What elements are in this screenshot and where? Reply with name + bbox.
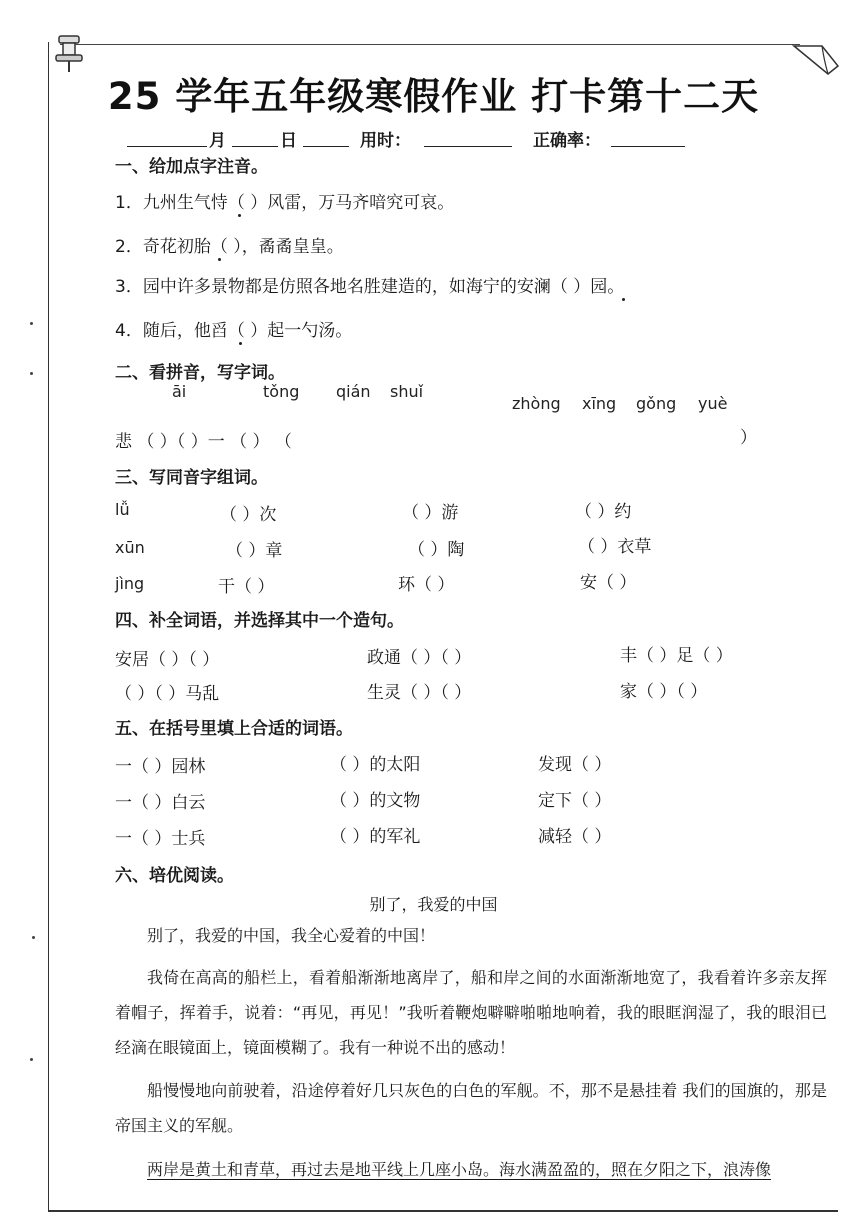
s5-phrase[interactable]: 减轻（ ） bbox=[538, 827, 612, 847]
emphasis-dot bbox=[622, 298, 625, 301]
pinyin-gong: gǒng bbox=[636, 394, 677, 413]
s5-phrase[interactable]: 发现（ ） bbox=[538, 755, 612, 775]
s4-idiom[interactable]: 丰（ ）足（ ） bbox=[620, 646, 733, 666]
scan-speck bbox=[30, 1058, 33, 1061]
s5-phrase[interactable]: 一（ ）园林 bbox=[115, 757, 206, 777]
s3-word-a[interactable]: （ ）章 bbox=[226, 541, 283, 561]
page-title: 25 学年五年级寒假作业 打卡第十二天 bbox=[107, 75, 760, 118]
s4-idiom[interactable]: 安居（ ）（ ） bbox=[115, 650, 220, 670]
section-4-heading: 四、补全词语，并选择其中一个造句。 bbox=[115, 611, 404, 631]
s4-idiom[interactable]: 政通（ ）（ ） bbox=[367, 648, 472, 668]
s2-answer-row[interactable]: 悲 （ ）（ ）一 （ ） （ bbox=[115, 432, 292, 452]
s3-word-b[interactable]: （ ）游 bbox=[402, 503, 459, 523]
section-6-heading: 六、培优阅读。 bbox=[115, 866, 234, 886]
passage-paragraph-3: 船慢慢地向前驶着，沿途停着好几只灰色的白色的军舰。不，那不是悬挂着 我们的国旗的，那是帝国主义的军舰。 bbox=[115, 1081, 827, 1135]
s3-pinyin-xun: xūn bbox=[115, 538, 145, 557]
pinyin-xing: xīng bbox=[582, 394, 617, 413]
section-2-heading: 二、看拼音，写字词。 bbox=[115, 363, 285, 383]
s1-question-1: 1．九州生气恃（ ）风雷，万马齐喑究可哀。 bbox=[115, 193, 455, 213]
s5-phrase[interactable]: 一（ ）士兵 bbox=[115, 829, 206, 849]
s3-word-a[interactable]: 干（ ） bbox=[218, 577, 275, 597]
day-blank[interactable] bbox=[232, 146, 278, 147]
emphasis-dot bbox=[239, 342, 242, 345]
s2-answer-row-end: ） bbox=[740, 428, 757, 448]
s4-idiom[interactable]: 生灵（ ）（ ） bbox=[367, 683, 472, 703]
page-top-edge bbox=[60, 44, 800, 45]
passage-paragraph-4: 两岸是黄土和青草，再过去是地平线上几座小岛。海水满盈盈的，照在夕阳之下，浪涛像 bbox=[147, 1160, 772, 1179]
scan-speck bbox=[32, 936, 35, 939]
passage-title: 别了，我爱的中国 bbox=[369, 895, 498, 914]
emphasis-dot bbox=[238, 214, 241, 217]
section-5-heading: 五、在括号里填上合适的词语。 bbox=[115, 719, 353, 739]
month-blank[interactable] bbox=[127, 146, 207, 147]
s5-phrase[interactable]: （ ）的太阳 bbox=[330, 755, 421, 775]
passage-paragraph-2: 我倚在高高的船栏上，看着船渐渐地离岸了，船和岸之间的水面渐渐地宽了，我看着许多亲友挥着帽子，挥着手，说着：“再见，再见！”我听着鞭炮噼噼啪啪地响着，我的眼眶润湿了，我的眼泪已经滴在眼镜面上，镜面模糊了。我有一种说不出的感动！ bbox=[115, 968, 827, 1057]
time-used-label: 用时： bbox=[360, 131, 411, 151]
scan-speck bbox=[30, 372, 33, 375]
emphasis-dot bbox=[218, 258, 221, 261]
s3-word-b[interactable]: （ ）陶 bbox=[408, 540, 465, 560]
pinyin-shui: shuǐ bbox=[390, 382, 424, 401]
day-extra-blank[interactable] bbox=[303, 146, 349, 147]
s3-word-b[interactable]: 环（ ） bbox=[398, 575, 455, 595]
passage-paragraph-1: 别了，我爱的中国，我全心爱着的中国！ bbox=[147, 926, 436, 945]
s3-word-c[interactable]: （ ）约 bbox=[575, 502, 632, 522]
accuracy-blank[interactable] bbox=[611, 146, 685, 147]
pinyin-ai: āi bbox=[172, 382, 187, 401]
month-label: 月 bbox=[209, 131, 226, 151]
s3-word-c[interactable]: （ ）衣草 bbox=[578, 537, 652, 557]
s5-phrase[interactable]: 一（ ）白云 bbox=[115, 793, 206, 813]
pinyin-qian: qián bbox=[336, 382, 371, 401]
section-1-heading: 一、给加点字注音。 bbox=[115, 157, 268, 177]
s5-phrase[interactable]: （ ）的军礼 bbox=[330, 827, 421, 847]
pinyin-yue: yuè bbox=[698, 394, 728, 413]
section-3-heading: 三、写同音字组词。 bbox=[115, 468, 268, 488]
time-used-blank[interactable] bbox=[424, 146, 512, 147]
s3-word-a[interactable]: （ ）次 bbox=[220, 505, 277, 525]
s5-phrase[interactable]: 定下（ ） bbox=[538, 791, 612, 811]
s3-word-c[interactable]: 安（ ） bbox=[580, 573, 637, 593]
scan-speck bbox=[30, 322, 33, 325]
s4-idiom[interactable]: 家（ ）（ ） bbox=[620, 682, 708, 702]
s5-phrase[interactable]: （ ）的文物 bbox=[330, 791, 421, 811]
s1-question-3: 3．园中许多景物都是仿照各地名胜建造的，如海宁的安澜（ ）园。 bbox=[115, 277, 625, 297]
s3-pinyin-lv: lǚ bbox=[115, 500, 130, 519]
day-label: 日 bbox=[280, 131, 297, 151]
s4-idiom[interactable]: （ ）（ ）马乱 bbox=[115, 684, 220, 704]
pinyin-zhong: zhòng bbox=[512, 394, 561, 413]
s1-question-4: 4．随后，他舀（ ）起一勺汤。 bbox=[115, 321, 353, 341]
s1-question-2: 2．奇花初胎（ ），矞矞皇皇。 bbox=[115, 237, 344, 257]
pinyin-tong: tǒng bbox=[263, 382, 300, 401]
accuracy-label: 正确率： bbox=[533, 131, 601, 151]
s3-pinyin-jing: jìng bbox=[115, 574, 145, 593]
